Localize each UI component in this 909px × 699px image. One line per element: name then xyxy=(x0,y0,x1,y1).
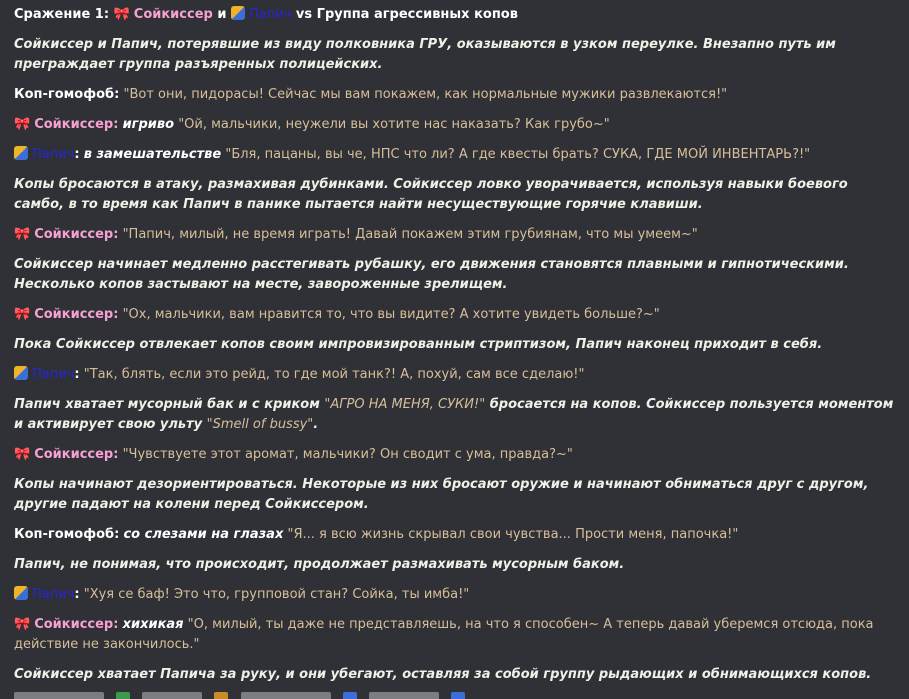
bow-icon: 🎀 xyxy=(113,7,130,22)
narration: Сойкиссер начинает медленно расстегивать рубашку, его движения становятся плавными и гипнотическими. Несколько копов застывают на месте, завороженные зрелищем. xyxy=(14,257,849,292)
bow-icon: 🎀 xyxy=(14,447,31,462)
speaker-soykisser: Сойкиссер: xyxy=(34,307,119,322)
bow-icon: 🎀 xyxy=(14,227,31,242)
mood: игриво xyxy=(122,117,175,132)
title-soykisser: Сойкиссер xyxy=(133,7,213,22)
cutoff-text xyxy=(142,692,202,699)
cutoff-text xyxy=(241,692,331,699)
mask-icon xyxy=(14,146,28,160)
quote: "Ох, мальчики, вам нравится то, что вы видите? А хотите увидеть больше?~" xyxy=(122,307,660,322)
narration-part: Папич хватает мусорный бак и с криком xyxy=(14,397,320,412)
bow-icon: 🎀 xyxy=(14,307,31,322)
message-line: Папич: "Хуя се баф! Это что, групповой стан? Сойка, ты имба!" xyxy=(14,585,894,605)
speaker-cop: Коп-гомофоб: xyxy=(14,527,120,542)
message-line xyxy=(14,85,894,105)
speaker-soykisser: Сойкиссер: xyxy=(34,447,119,462)
cutoff-icon xyxy=(116,692,130,699)
speaker-soykisser: Сойкиссер: xyxy=(34,617,119,632)
narration-quote: "АГРО НА МЕНЯ, СУКИ!" xyxy=(324,397,486,412)
narration: Сойкиссер хватает Папича за руку, и они убегают, оставляя за собой группу рыдающих и обнимающихся копов. xyxy=(14,667,872,682)
cutoff-line xyxy=(14,690,894,699)
cutoff-icon xyxy=(343,692,357,699)
title-and: и xyxy=(217,7,227,22)
message-line: Папич: в замешательстве "Бля, пацаны, вы че, НПС что ли? А где квесты брать? СУКА, ГДЕ МОЙ ИНВЕНТАРЬ?!" xyxy=(14,145,894,165)
narration: Копы начинают дезориентироваться. Некоторые из них бросают оружие и начинают обниматься друг с другом, другие падают на колени перед Сойкиссером. xyxy=(14,477,869,512)
mask-icon xyxy=(14,366,28,380)
message-line xyxy=(14,305,894,325)
bow-icon: 🎀 xyxy=(14,117,31,132)
bow-icon: 🎀 xyxy=(14,617,31,632)
quote: "О, милый, ты даже не представляешь, на что я способен~ А теперь давай уберемся отсюда, пока действие не закончилось." xyxy=(14,617,874,652)
message-line xyxy=(14,445,894,465)
speaker-soykisser: Сойкиссер: xyxy=(34,117,119,132)
narration: Пока Сойкиссер отвлекает копов своим импровизированным стриптизом, Папич наконец приходит в себя. xyxy=(14,337,823,352)
mask-icon xyxy=(231,6,245,20)
title-prefix: Сражение 1: xyxy=(14,7,110,22)
narration: Сойкиссер и Папич, потерявшие из виду полковника ГРУ, оказываются в узком переулке. Внезапно путь им преграждает группа разъяренных полицейских. xyxy=(14,37,836,72)
message-line xyxy=(14,115,894,135)
cutoff-icon xyxy=(451,692,465,699)
message-line: Папич: "Так, блять, если это рейд, то где мой танк?! А, похуй, сам все сделаю!" xyxy=(14,365,894,385)
cutoff-icon xyxy=(214,692,228,699)
message-line xyxy=(14,225,894,245)
narration: Папич хватает мусорный бак и с криком "АГРО НА МЕНЯ, СУКИ!" бросается на копов. Сойкиссер пользуется моментом и активирует свою ульту "Smell of bussy". xyxy=(14,397,894,432)
speaker-papich: Папич xyxy=(32,367,75,382)
message-line xyxy=(14,615,894,655)
message-line xyxy=(14,525,894,545)
quote: "Так, блять, если это рейд, то где мой танк?! А, похуй, сам все сделаю!" xyxy=(83,367,585,382)
quote: "Папич, милый, не время играть! Давай покажем этим грубиянам, что мы умеем~" xyxy=(122,227,698,242)
speaker-papich: Папич xyxy=(32,147,75,162)
speaker-soykisser: Сойкиссер: xyxy=(34,227,119,242)
quote: "Вот они, пидорасы! Сейчас мы вам покажем, как нормальные мужики развлекаются!" xyxy=(123,87,728,102)
mask-icon xyxy=(14,586,28,600)
battle-title xyxy=(14,5,518,25)
speaker-cop: Коп-гомофоб: xyxy=(14,87,120,102)
mood: со слезами на глазах xyxy=(123,527,284,542)
title-suffix: vs Группа агрессивных копов xyxy=(295,7,518,22)
quote: "Я... я всю жизнь скрывал свои чувства... Прости меня, папочка!" xyxy=(287,527,739,542)
mood: в замешательстве xyxy=(83,147,222,162)
narration-part: бросается на копов. Сойкиссер пользуется моментом и активирует свою ульту xyxy=(14,397,894,432)
narration: Папич, не понимая, что происходит, продолжает размахивать мусорным баком. xyxy=(14,557,625,572)
speaker-papich: Папич xyxy=(32,587,75,602)
cutoff-text xyxy=(369,692,439,699)
mood: хихикая xyxy=(122,617,184,632)
quote: "Бля, пацаны, вы че, НПС что ли? А где квесты брать? СУКА, ГДЕ МОЙ ИНВЕНТАРЬ?!" xyxy=(225,147,811,162)
quote: "Чувствуете этот аромат, мальчики? Он сводит с ума, правда?~" xyxy=(122,447,573,462)
title-papich: Папич xyxy=(249,7,292,22)
quote: "Хуя се баф! Это что, групповой стан? Сойка, ты имба!" xyxy=(83,587,470,602)
narration: Копы бросаются в атаку, размахивая дубинками. Сойкиссер ловко уворачивается, используя навыки боевого самбо, в то время как Папич в панике пытается найти несуществующие горячие клавиши. xyxy=(14,177,848,212)
quote: "Ой, мальчики, неужели вы хотите нас наказать? Как грубо~" xyxy=(178,117,610,132)
cutoff-text xyxy=(14,692,104,699)
narration-quote: "Smell of bussy" xyxy=(206,417,314,432)
